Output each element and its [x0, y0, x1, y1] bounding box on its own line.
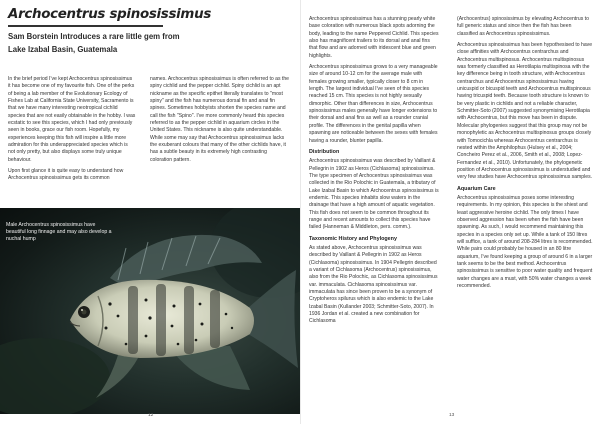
body-column-1 [309, 16, 439, 412]
heading-aquarium-care: Aquarium Care [457, 185, 496, 192]
title-underline [8, 25, 163, 27]
paragraph-aquarium-care: Archocentrus spinosissimus poses some interesting requirements. In my opinion, this species is the shiest and least aggressive heroine cichlid. The only times I have observed aggression has been when the fish have been spawning. As such, I would recommend maintaining this species in a species only set up. While a tank of 150 litres will suffice, a tank of around 208-284 litres is recommended. While pairs could probably be housed in an 80 litre aquarium, I've found keeping a group of around 6 in a larger tank seems to be the best method. Archocentrus spinosissimus is sensitive to poor water quality and frequent water changes are a must, with 50% water changes a week recommended. [457, 194, 593, 290]
intro-paragraph-2: Upon first glance it is quite easy to understand how Archocentrus spinosissimus gets its common [8, 168, 124, 182]
intro-column-1 [8, 76, 136, 202]
heading-taxonomy: Taxonomic History and Phylogeny [309, 235, 397, 242]
paragraph-taxonomy-cont: (Archocentrus) spinosissimus by elevating Archocentrus to full generic status and since then the fish has been classified as Archocentrus spinosissimus. [457, 16, 589, 37]
fish-photo [0, 208, 300, 414]
subtitle-line-2: Lake Izabal Basin, Guatemala [8, 45, 118, 54]
intro-paragraph-3: names. Archocentrus spinosissimus is often referred to as the spiny cichlid and the pepper cichlid. Spiny cichlid is an apt nickname as the specific epithet literally translates to "most spiny" and the fish has numerous dorsal fin and anal fin spines. Sometimes hobbyists shorten the species name and call the fish "Spino". I've more commonly heard this species referred to as the pepper cichlid in aquarium circles in the United States. This nickname is also quite understandable. While some may say that Archocentrus spinosissimus lacks the exuberant colours that many of the other cichlids have, it has a subtle beauty in its extremely high contrasting coloration pattern. [150, 76, 290, 163]
paragraph-coloration: Archocentrus spinosissimus has a stunning pearly white base coloration with numerous black spots adorning the body, leading to the name Peppered Cichlid. This species also has magnificent trailers to its dorsal and anal fins that flow and are adorned with iridescent blue and green highlights. [309, 16, 439, 59]
paragraph-distribution: Archocentrus spinosissimus was described by Vaillant & Pellegrin in 1902 as Heros (Cichlasoma) spinosissimus. The type specimen of Archocentrus spinosissimus was collected in the Rio Polochic in Guatemala, a tributary of Lake Izabal Basin to which Archocentrus spinosissimus is endemic. This species inhabits slow waters in the drainage that have a high amount of aquatic vegetation. This fish does not seem to be common throughout its range and recent amounts to collect this species have failed (Hanneman & Middleton, pers. comm.). [309, 158, 439, 231]
subtitle-line-1: Sam Borstein Introduces a rare little gem from [8, 32, 180, 41]
heading-distribution: Distribution [309, 148, 340, 155]
article-header [8, 6, 293, 56]
paragraph-phylogeny: Archocentrus spinosissimus has been hypothesised to have close affinities with Archocentrus centrarchus and Archocentrus multispinosus. Archocentrus multispinosus was formerly classified as Herotilapia multispinosa with the key difference being in tooth structure, with Archocentrus centrarchus and Archocentrus spinosissimus having unicuspid or bicuspid teeth and Archocentrus multispinosus having tricuspid teeth. Because tooth structure is known to be very plastic in cichlids and not a reliable character, Schmitter-Soto (2007) suggested synonymising Herotilapia with Archocentrus, but this move has been in dispute. Molecular phylogenies suggest that this group may not be monophyletic as Archocentrus multispinosus groups closely with Tomocichla whereas Archocentrus centrarchus is nested within the Amphilophus (Hulsey et al., 2004; Concheiro Perez et al., 2006, Smith et al., 2008; Lopez-Fernandez et al., 2010). Unfortunately, the phylogenetic position of Archocentrus spinosissimus is understudied and very few studies have Archocentrus spinosissimus samples. [457, 42, 593, 181]
intro-column-2 [150, 76, 290, 202]
article-title: Archocentrus spinosissimus [8, 7, 211, 22]
page-number-left: 12 [148, 413, 154, 418]
photo-caption: Male Archocentrus spinosissimus have beautiful long finnage and may also develop a nuchal hump [6, 222, 112, 242]
intro-paragraph-1: In the brief period I've kept Archocentrus spinosissimus it has become one of my favourite fish. One of the perks of being a lab member of the Evolutionary Ecology of Fishes Lab at California State University, Sacramento is that we have many interesting neotropical cichlid species that are not easily obtainable in the hobby. I was ecstatic to see this species, which I had only previously seen in books, grace our fish room. Hopefully, my experiences keeping this fish will inspire a little more admiration for this underappreciated species which is not only pretty, but also displays some truly unique behaviour. [8, 76, 136, 163]
page-number-right: 13 [449, 413, 455, 418]
paragraph-taxonomy: As stated above, Archocentrus spinosissimus was described by Vaillant & Pellegrin in 1902 as Heros (Cichlasoma) spinosissimus. In 1904 Pellegrin described a variant of Cichlasoma (Archocentrus) spinosissimus, also from the Rio Polochic, as Cichlasoma spinosissimus var. immaculata. Cichlasoma spinosissimus var. immaculata has since been proven to be a synonym of Cryptoheros spilurus which is also endemic to the Lake Izabal Basin (Kullander 2003; Schmitter-Soto, 2007). In 1936 Jordan et al. created a new combination for Cichlasoma [309, 244, 438, 325]
right-page [300, 0, 600, 424]
article-subtitle [8, 30, 293, 56]
paragraph-size: Archocentrus spinosissimus grows to a very manageable size of around 10-12 cm for the average male with females growing smaller, typically closer to 8 cm in length. The largest individual I've seen of this species reached 15 cm. This species is not highly sexually dimorphic. Other than differences in size, Archocentrus spinosissimus males generally have longer extensions to their dorsal and anal fins as well as a rounder cranial profile. The differences in the genital papilla when spawning are noticeable between the sexes with females having a rounder, blunter papilla. [309, 64, 438, 144]
body-column-2 [457, 16, 593, 412]
